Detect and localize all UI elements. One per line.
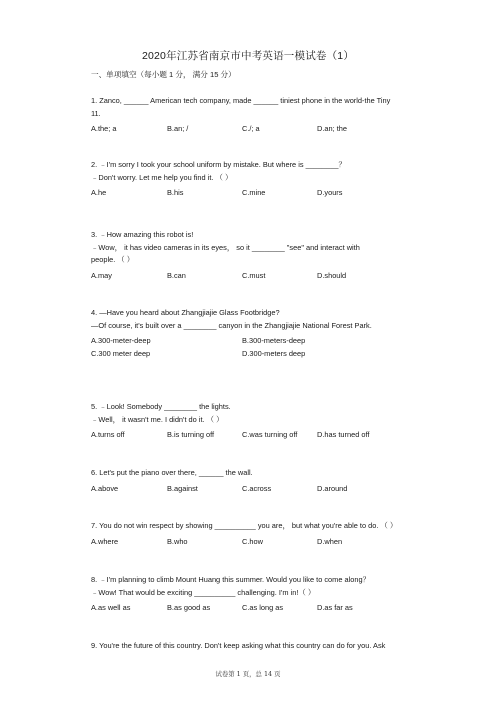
question-7	[91, 520, 411, 548]
option-a[interactable]: A.may	[91, 270, 112, 280]
section-heading: 一、单项填空（每小题 1 分， 满分 15 分）	[91, 70, 236, 79]
question-line: ﹣Wow， it has video cameras in its eyes， so it ________ "see" and interact with	[91, 242, 360, 252]
option-row	[91, 429, 411, 441]
question-1	[91, 95, 411, 135]
option-c[interactable]: C.as long as	[242, 603, 284, 613]
option-d[interactable]: D.around	[317, 483, 348, 493]
question-2	[91, 159, 411, 199]
question-4	[91, 307, 411, 360]
question-5	[91, 401, 411, 441]
question-line: 9. You're the future of this country. Don't keep asking what this country can do for you. Ask	[91, 641, 386, 650]
option-a[interactable]: A.where	[91, 536, 119, 546]
option-c[interactable]: C.mine	[242, 188, 266, 198]
option-b[interactable]: B.his	[167, 188, 184, 198]
question-line: ﹣Wow! That would be exciting __________ challenging. I'm in!（ ）	[91, 587, 316, 597]
option-c[interactable]: C./; a	[242, 124, 260, 134]
question-line: 3. ﹣How amazing this robot is!	[91, 230, 194, 239]
option-a[interactable]: A.the; a	[91, 124, 117, 134]
page-footer: 试卷第 1 页，总 14 页	[215, 670, 281, 678]
option-d[interactable]: D.300-meters deep	[242, 349, 306, 359]
option-d[interactable]: D.yours	[317, 188, 343, 198]
question-line: 6. Let's put the piano over there, ______ the wall.	[91, 468, 253, 477]
option-b[interactable]: B.is turning off	[167, 430, 215, 440]
option-row	[91, 187, 411, 199]
option-d[interactable]: D.when	[317, 536, 343, 546]
option-c[interactable]: C.across	[242, 483, 272, 493]
option-row	[91, 348, 411, 360]
option-d[interactable]: D.as far as	[317, 603, 353, 613]
question-line: ﹣Well， it wasn't me. I didn't do it. （ ）	[91, 414, 224, 424]
option-b[interactable]: B.300-meters-deep	[242, 336, 306, 346]
option-c[interactable]: C.300 meter deep	[91, 349, 151, 359]
question-line: ﹣Don't worry. Let me help you find it. （ ）	[91, 172, 233, 182]
option-d[interactable]: D.has turned off	[317, 430, 370, 440]
question-line: 5. ﹣Look! Somebody ________ the lights.	[91, 402, 231, 411]
option-row	[91, 270, 411, 282]
option-b[interactable]: B.an; /	[167, 124, 189, 134]
option-d[interactable]: D.should	[317, 270, 347, 280]
option-b[interactable]: B.against	[167, 483, 198, 493]
option-c[interactable]: C.must	[242, 270, 266, 280]
question-line: people. （ ）	[91, 255, 135, 265]
option-c[interactable]: C.was turning off	[242, 430, 298, 440]
option-row	[91, 335, 411, 347]
option-row	[91, 602, 411, 614]
option-row	[91, 536, 411, 548]
option-b[interactable]: B.who	[167, 536, 188, 546]
option-a[interactable]: A.as well as	[91, 603, 131, 613]
question-8	[91, 574, 411, 614]
question-9	[91, 640, 411, 653]
option-a[interactable]: A.turns off	[91, 430, 125, 440]
option-row	[91, 123, 411, 135]
exam-title: 2020年江苏省南京市中考英语一模试卷（1）	[141, 50, 355, 62]
question-line: 11.	[91, 108, 101, 118]
question-line: 4. —Have you heard about Zhangjiajie Glass Footbridge?	[91, 308, 280, 317]
option-row	[91, 483, 411, 495]
option-a[interactable]: A.300-meter-deep	[91, 336, 151, 346]
question-line: 8. ﹣I'm planning to climb Mount Huang this summer. Would you like to come along？	[91, 575, 370, 584]
question-line: —Of course, it's built over a ________ canyon in the Zhangjiajie National Forest Park.	[91, 320, 372, 330]
option-b[interactable]: B.can	[167, 270, 186, 280]
option-a[interactable]: A.above	[91, 483, 119, 493]
question-line: 7. You do not win respect by showing __________ you are， but what you're able to do. （ ）	[91, 521, 398, 530]
question-3	[91, 229, 411, 282]
option-a[interactable]: A.he	[91, 188, 107, 198]
question-line: 1. Zanco, ______ American tech company, made ______ tiniest phone in the world-the Tiny	[91, 96, 391, 105]
question-6	[91, 467, 411, 495]
option-b[interactable]: B.as good as	[167, 603, 211, 613]
question-line: 2. ﹣I'm sorry I took your school uniform by mistake. But where is ________？	[91, 160, 346, 169]
option-c[interactable]: C.how	[242, 536, 263, 546]
option-d[interactable]: D.an; the	[317, 124, 347, 134]
